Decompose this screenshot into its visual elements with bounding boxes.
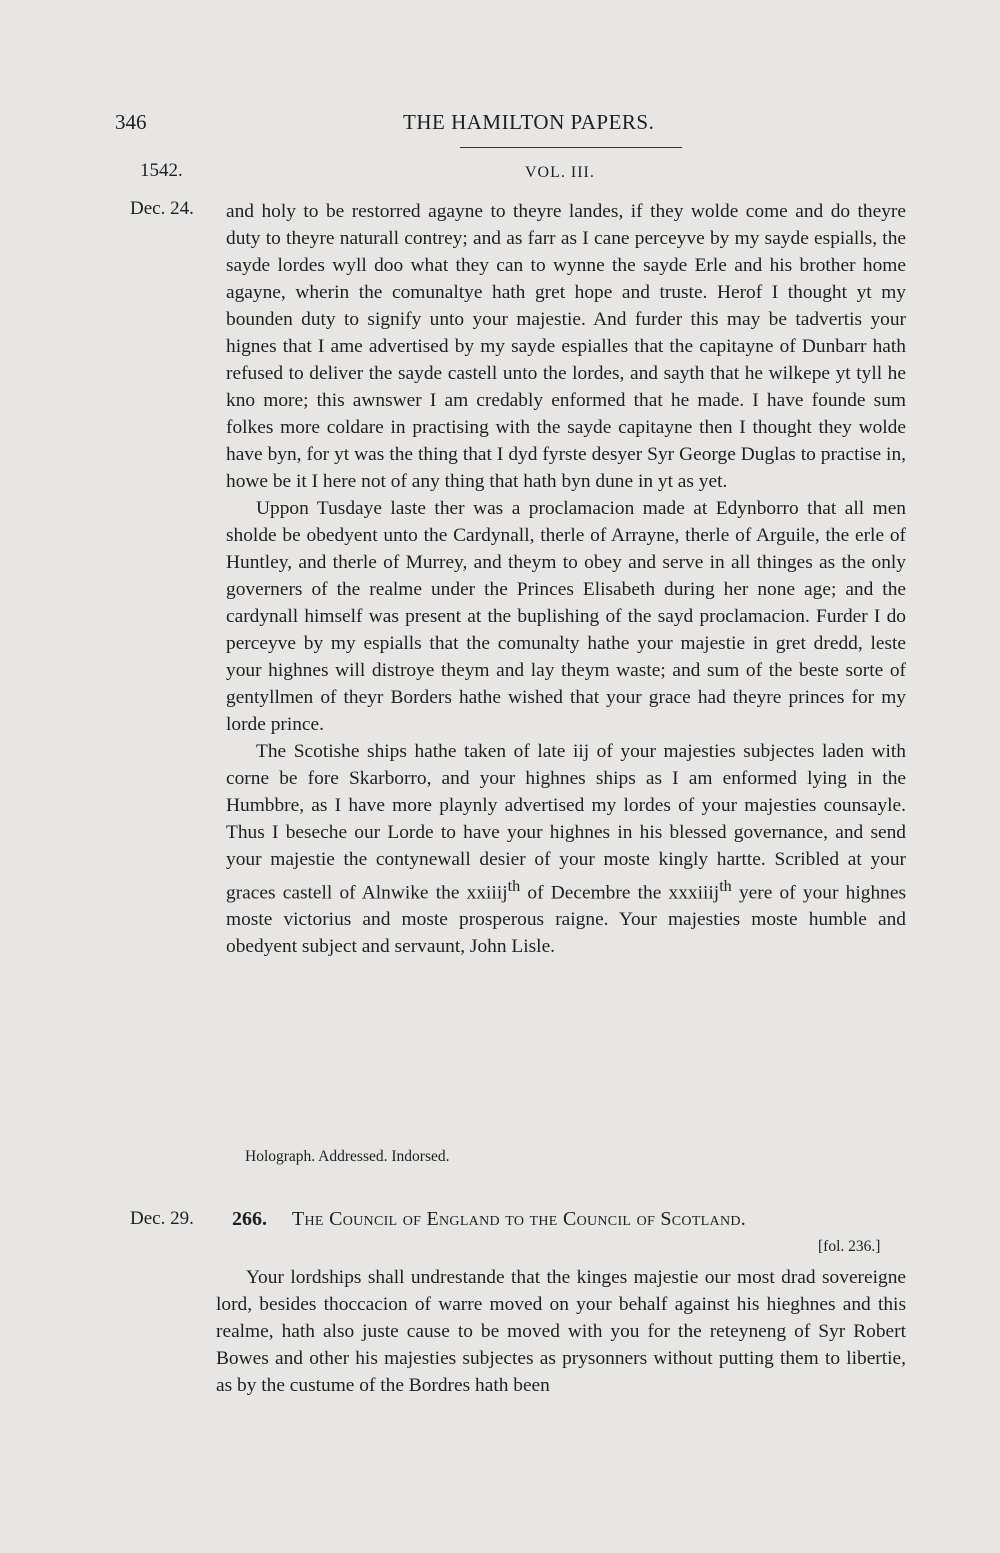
superscript: th <box>719 878 732 895</box>
superscript: th <box>507 878 521 895</box>
paragraph-text: yere of your highnes moste victorius and moste prosperous raigne. Your majesties moste humble and obedyent subject and servaunt, John Lisle. <box>226 882 906 958</box>
letter-body-2 <box>216 1264 906 1399</box>
paragraph: Your lordships shall undrestande that the kinges majestie our most drad sovereigne lord, besides thoccacion of warre moved on your behalf against his hieghnes and this realme, hath also juste cause to be moved with you for the reteyneng of Syr Robert Bowes and other his majesties subjectes as prysonners without putting them to libertie, as by the custume of the Bordres hath been <box>216 1267 906 1396</box>
header-rule <box>460 147 682 148</box>
page-header <box>115 110 721 144</box>
page-number: 346 <box>115 110 147 134</box>
margin-date-entry-2: Dec. 29. <box>130 1208 194 1229</box>
paragraph-text: of Decembre the xxxiiij <box>520 882 720 904</box>
letter-body <box>226 198 906 960</box>
year-label: 1542. <box>140 160 183 181</box>
paragraph <box>226 738 906 960</box>
document-number: 266. <box>232 1208 267 1230</box>
paragraph: Uppon Tusdaye laste ther was a proclamacion made at Edynborro that all men sholde be obedyent unto the Cardynall, therle of Arrayne, therle of Arguile, the erle of Huntley, and therle of Murrey, and theym to obey and serve in all thinges as the only governers of the realme under the Princes Elisabeth during her none age; and the cardynall himself was present at the buplishing of the sayd proclamacion. Furder I do perceyve by my espialls that the comunalty hathe your majestie in gret dredd, leste your highnes will distroye theym and lay theym waste; and sum of the beste sorte of gentyllmen of theyr Borders hathe wished that your grace had theyre princes for my lorde prince. <box>226 498 906 735</box>
paragraph: and holy to be restorred agayne to theyre landes, if they wolde come and do theyre duty to theyre naturall contrey; and as farr as I cane perceyve by my sayde espialls, the sayde lordes wyll doo what they can to wynne the sayde Erle and his brother home agayne, wherin the comunaltye hath gret hope and truste. Herof I thought yt my bounden duty to signify unto your majestie. And furder this may be tadvertis your hignes that I ame advertised by my sayde espialles that the capitayne of Dunbarr hath refused to deliver the sayde castell unto the lordes, and sayth that he wilkepe yt tyll he kno more; this awnswer I am credably enformed that he made. I have founde sum folkes more coldare in practising with the sayde capitayne then I thought they wolde have byn, for yt was the thing that I dyd fyrste desyer Syr George Duglas to practise in, howe be it I here not of any thing that hath byn dune in yt as yet. <box>226 201 906 492</box>
editorial-note: Holograph. Addressed. Indorsed. <box>245 1148 450 1165</box>
margin-date-entry-1: Dec. 24. <box>130 198 194 219</box>
folio-reference: [fol. 236.] <box>818 1238 881 1255</box>
running-title: THE HAMILTON PAPERS. <box>403 110 655 134</box>
document-title: The Council of England to the Council of Scotland. <box>292 1208 747 1230</box>
paragraph-text: The Scotishe ships hathe taken of late iij of your majesties subjectes laden with corne be fore Skarborro, and your highnes ships as I am enformed lying in the Humbbre, as I have more playnly advertised my lordes of your majesties counsayle. Thus I beseche our Lorde to have your highnes in his blessed governance, and send your majestie the contynewall desier of your moste kingly hartte. Scribled at your graces castell of Alnwike the xxiiij <box>226 741 906 904</box>
volume-label: VOL. III. <box>525 164 595 181</box>
